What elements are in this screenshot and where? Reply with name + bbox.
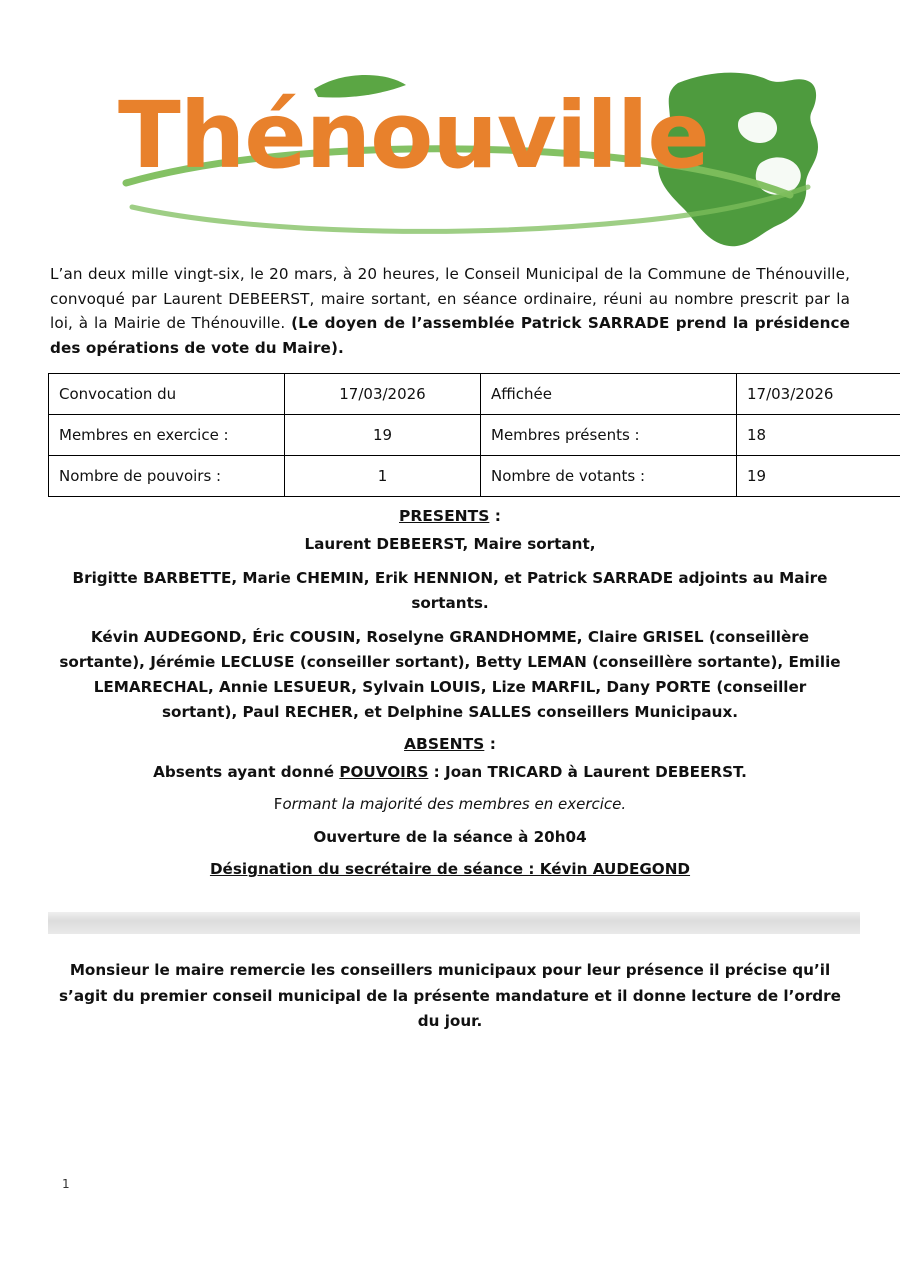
secretaire-label: Désignation du secrétaire de séance : Kévin AUDEGOND (209, 860, 691, 879)
pouvoirs-prefix: Absents ayant donné (153, 763, 340, 782)
closing-paragraph: Monsieur le maire remercie les conseillers municipaux pour leur présence il précise qu’il s’agit du premier conseil municipal de la présente mandature et il donne lecture de l’ordre du jour. (59, 961, 841, 1030)
absents-pouvoirs-line (48, 760, 852, 785)
meeting-meta-table (48, 373, 900, 497)
cell-membres-exercice-value: 19 (285, 414, 481, 455)
logo-icon (118, 55, 858, 255)
absents-heading-label: ABSENTS (404, 735, 485, 754)
logo-wordmark: Thénouville (118, 82, 709, 189)
cell-affichee-value: 17/03/2026 (737, 373, 900, 414)
cell-convocation-label: Convocation du (49, 373, 285, 414)
cell-membres-presents-value: 18 (737, 414, 900, 455)
intro-paragraph (50, 262, 850, 361)
absents-heading-suffix: : (484, 735, 496, 754)
presents-adjoints-line: Brigitte BARBETTE, Marie CHEMIN, Erik HENNION, et Patrick SARRADE adjoints au Maire sortants. (72, 568, 828, 612)
cell-votants-label: Nombre de votants : (481, 455, 737, 496)
quorum-line (48, 795, 852, 813)
cell-pouvoirs-value: 1 (285, 455, 481, 496)
pouvoirs-suffix: : Joan TRICARD à Laurent DEBEERST. (428, 763, 747, 782)
cell-votants-value: 19 (737, 455, 900, 496)
scan-artifact-band (48, 912, 860, 934)
cell-convocation-value: 17/03/2026 (285, 373, 481, 414)
cell-membres-exercice-label: Membres en exercice : (49, 414, 285, 455)
table-row (49, 373, 900, 414)
cell-membres-presents-label: Membres présents : (481, 414, 737, 455)
table-row (49, 455, 900, 496)
cell-affichee-label: Affichée (481, 373, 737, 414)
ouverture-line: Ouverture de la séance à 20h04 (313, 828, 587, 847)
secretaire-line (48, 857, 852, 882)
quorum-rest: ormant la majorité des membres en exercice. (282, 795, 627, 814)
presents-heading (48, 507, 852, 525)
presents-heading-suffix: : (489, 506, 501, 525)
town-logo (118, 55, 858, 255)
absents-heading (48, 735, 852, 753)
document-header (48, 0, 852, 262)
intro-bold-text: (Le doyen de l’assemblée Patrick SARRADE prend la présidence des opérations de vote du Maire). (50, 314, 850, 357)
presents-maire-line: Laurent DEBEERST, Maire sortant, (304, 534, 596, 553)
pouvoirs-word: POUVOIRS (339, 763, 429, 782)
presents-heading-label: PRESENTS (399, 506, 490, 525)
cell-pouvoirs-label: Nombre de pouvoirs : (49, 455, 285, 496)
quorum-first-letter: F (273, 795, 283, 814)
intro-text: L’an deux mille vingt-six, le 20 mars, à 20 heures, le Conseil Municipal de la Commune de Thénouville, convoqué par Laurent DEBEERST, maire sortant, en séance ordinaire, réuni au nombre prescrit par la loi, à la Mairie de Thénouville. (50, 265, 850, 333)
table-row (49, 414, 900, 455)
presents-conseillers-line: Kévin AUDEGOND, Éric COUSIN, Roselyne GRANDHOMME, Claire GRISEL (conseillère sortante), Jérémie LECLUSE (conseiller sortant), Betty LEMAN (conseillère sortante), Emilie LEMARECHAL, Annie LESUEUR, Sylvain LOUIS, Lize MARFIL, Dany PORTE (conseiller sortant), Paul RECHER, et Delphine SALLES conseillers Municipaux. (59, 627, 841, 721)
page-number: 1 (62, 1177, 70, 1191)
